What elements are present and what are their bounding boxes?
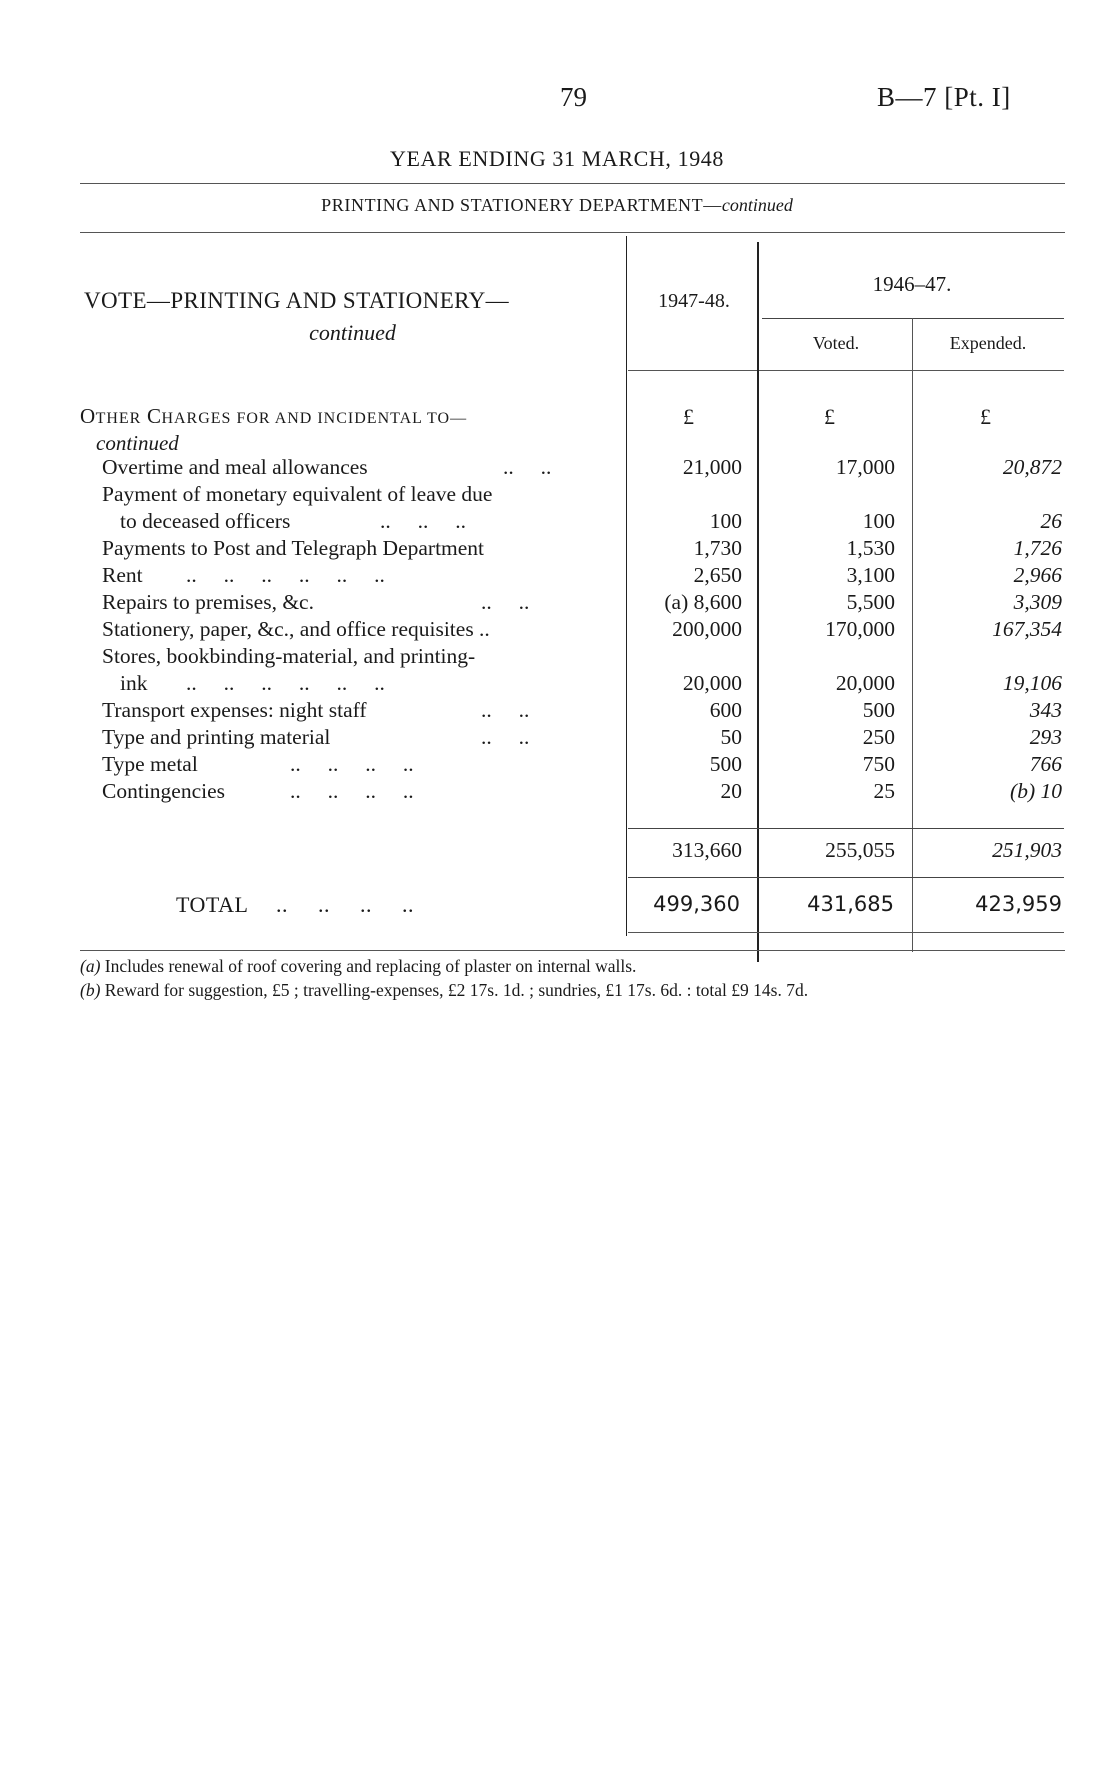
table-row bbox=[0, 590, 1114, 618]
leader-dots: .. .. .. .. .. .. bbox=[186, 671, 385, 695]
table-row bbox=[0, 725, 1114, 753]
leader-dots: .. .. .. .. .. .. bbox=[186, 563, 385, 587]
value-voted: 500 bbox=[862, 698, 895, 722]
vote-title: VOTE—PRINTING AND STATIONERY— bbox=[84, 288, 510, 313]
table-row bbox=[0, 536, 1114, 564]
value-expended: 19,106 bbox=[1002, 671, 1062, 695]
value-1947-48: 50 bbox=[720, 725, 742, 749]
subtotal-1947-48: 313,660 bbox=[672, 838, 742, 862]
value-voted: 750 bbox=[862, 752, 895, 776]
leader-dots: .. .. .. bbox=[380, 509, 466, 533]
value-1947-48: 20 bbox=[720, 779, 742, 803]
leader-dots: .. .. bbox=[481, 725, 530, 749]
total-voted: 431,685 bbox=[807, 892, 894, 916]
total-label: TOTAL .. .. .. .. bbox=[176, 892, 414, 917]
value-1947-48: 20,000 bbox=[682, 671, 742, 695]
value-voted: 25 bbox=[873, 779, 895, 803]
total-rule bbox=[628, 877, 1064, 878]
value-voted: 3,100 bbox=[846, 563, 895, 587]
leader-dots: .. .. bbox=[503, 455, 552, 479]
footnote-rule bbox=[80, 950, 1065, 951]
column-header-voted: Voted. bbox=[812, 333, 860, 353]
section-heading: OTHER CHARGES FOR AND INCIDENTAL TO— bbox=[80, 404, 468, 428]
value-1947-48: (a) 8,600 bbox=[664, 590, 742, 614]
row-label: Type metal bbox=[102, 752, 198, 776]
divider bbox=[80, 183, 1065, 184]
value-voted: 100 bbox=[862, 509, 895, 533]
row-label: Rent bbox=[102, 563, 143, 587]
leader-dots: .. .. .. .. bbox=[290, 779, 414, 803]
footnote-b: (b) Reward for suggestion, £5 ; travelling-expenses, £2 17s. 1d. ; sundries, £1 17s. 6d. : total £9 14s. 7d. bbox=[80, 980, 809, 1000]
value-voted: 20,000 bbox=[835, 671, 895, 695]
table-row bbox=[0, 752, 1114, 780]
value-voted: 17,000 bbox=[835, 455, 895, 479]
row-label: Repairs to premises, &c. bbox=[102, 590, 314, 614]
column-header-1946-47: 1946–47. bbox=[872, 272, 952, 296]
value-1947-48: 2,650 bbox=[693, 563, 742, 587]
value-expended: 343 bbox=[1029, 698, 1062, 722]
table-row bbox=[0, 671, 1114, 699]
section-heading-continued: continued bbox=[96, 431, 179, 455]
value-expended: 20,872 bbox=[1002, 455, 1062, 479]
value-expended: 293 bbox=[1029, 725, 1062, 749]
subtotal-expended: 251,903 bbox=[992, 838, 1062, 862]
document-reference: B—7 [Pt. I] bbox=[877, 82, 1011, 112]
value-voted: 1,530 bbox=[846, 536, 895, 560]
department-heading-continued: continued bbox=[721, 195, 793, 215]
table-row bbox=[0, 644, 1114, 672]
currency-symbol: £ bbox=[980, 404, 991, 429]
row-label: Overtime and meal allowances bbox=[102, 455, 368, 479]
value-1947-48: 200,000 bbox=[672, 617, 742, 641]
value-1947-48: 500 bbox=[709, 752, 742, 776]
subtotal-rule bbox=[628, 828, 1064, 829]
value-1947-48: 21,000 bbox=[682, 455, 742, 479]
column-header-expended: Expended. bbox=[949, 333, 1027, 353]
value-voted: 170,000 bbox=[825, 617, 895, 641]
total-1947-48: 499,360 bbox=[653, 892, 740, 916]
row-label: Type and printing material bbox=[102, 725, 331, 749]
table-row bbox=[0, 563, 1114, 591]
value-expended: 2,966 bbox=[1013, 563, 1062, 587]
vote-title-continued: continued bbox=[309, 320, 396, 345]
subtotal-voted: 255,055 bbox=[825, 838, 895, 862]
value-expended: (b) 10 bbox=[1010, 779, 1062, 803]
header-rule bbox=[762, 318, 1064, 319]
row-label: Transport expenses: night staff bbox=[102, 698, 367, 722]
value-1947-48: 100 bbox=[709, 509, 742, 533]
row-label: Payments to Post and Telegraph Department bbox=[102, 536, 485, 560]
leader-dots: .. .. bbox=[481, 590, 530, 614]
row-label: Stores, bookbinding-material, and printing- bbox=[102, 644, 476, 668]
row-label: ink bbox=[120, 671, 148, 695]
currency-symbol: £ bbox=[683, 404, 694, 429]
column-header-1947-48: 1947-48. bbox=[658, 290, 730, 312]
table-row bbox=[0, 455, 1114, 483]
year-heading: YEAR ENDING 31 MARCH, 1948 bbox=[390, 146, 724, 171]
subtotal-row bbox=[0, 838, 1114, 866]
header-bottom-rule bbox=[628, 370, 1064, 371]
table-row bbox=[0, 617, 1114, 645]
page-number: 79 bbox=[560, 82, 587, 112]
value-expended: 1,726 bbox=[1013, 536, 1062, 560]
department-heading bbox=[0, 195, 1114, 216]
table-row bbox=[0, 482, 1114, 510]
total-expended: 423,959 bbox=[975, 892, 1062, 916]
value-1947-48: 1,730 bbox=[693, 536, 742, 560]
department-heading-text: PRINTING AND STATIONERY DEPARTMENT— bbox=[321, 195, 722, 215]
footnote-a: (a) Includes renewal of roof covering and replacing of plaster on internal walls. bbox=[80, 956, 637, 976]
row-label: Stationery, paper, &c., and office requisites .. bbox=[102, 617, 490, 641]
row-label: to deceased officers bbox=[120, 509, 291, 533]
value-expended: 766 bbox=[1029, 752, 1062, 776]
table-row bbox=[0, 509, 1114, 537]
row-label: Payment of monetary equivalent of leave due bbox=[102, 482, 493, 506]
value-1947-48: 600 bbox=[709, 698, 742, 722]
leader-dots: .. .. .. .. bbox=[290, 752, 414, 776]
row-label: Contingencies bbox=[102, 779, 226, 803]
currency-symbol: £ bbox=[824, 404, 835, 429]
table-row bbox=[0, 698, 1114, 726]
divider bbox=[80, 232, 1065, 233]
value-voted: 5,500 bbox=[846, 590, 895, 614]
total-bottom-rule bbox=[628, 932, 1064, 933]
value-expended: 3,309 bbox=[1013, 590, 1062, 614]
value-expended: 167,354 bbox=[992, 617, 1062, 641]
value-expended: 26 bbox=[1040, 509, 1062, 533]
value-voted: 250 bbox=[862, 725, 895, 749]
table-row bbox=[0, 779, 1114, 807]
leader-dots: .. .. bbox=[481, 698, 530, 722]
